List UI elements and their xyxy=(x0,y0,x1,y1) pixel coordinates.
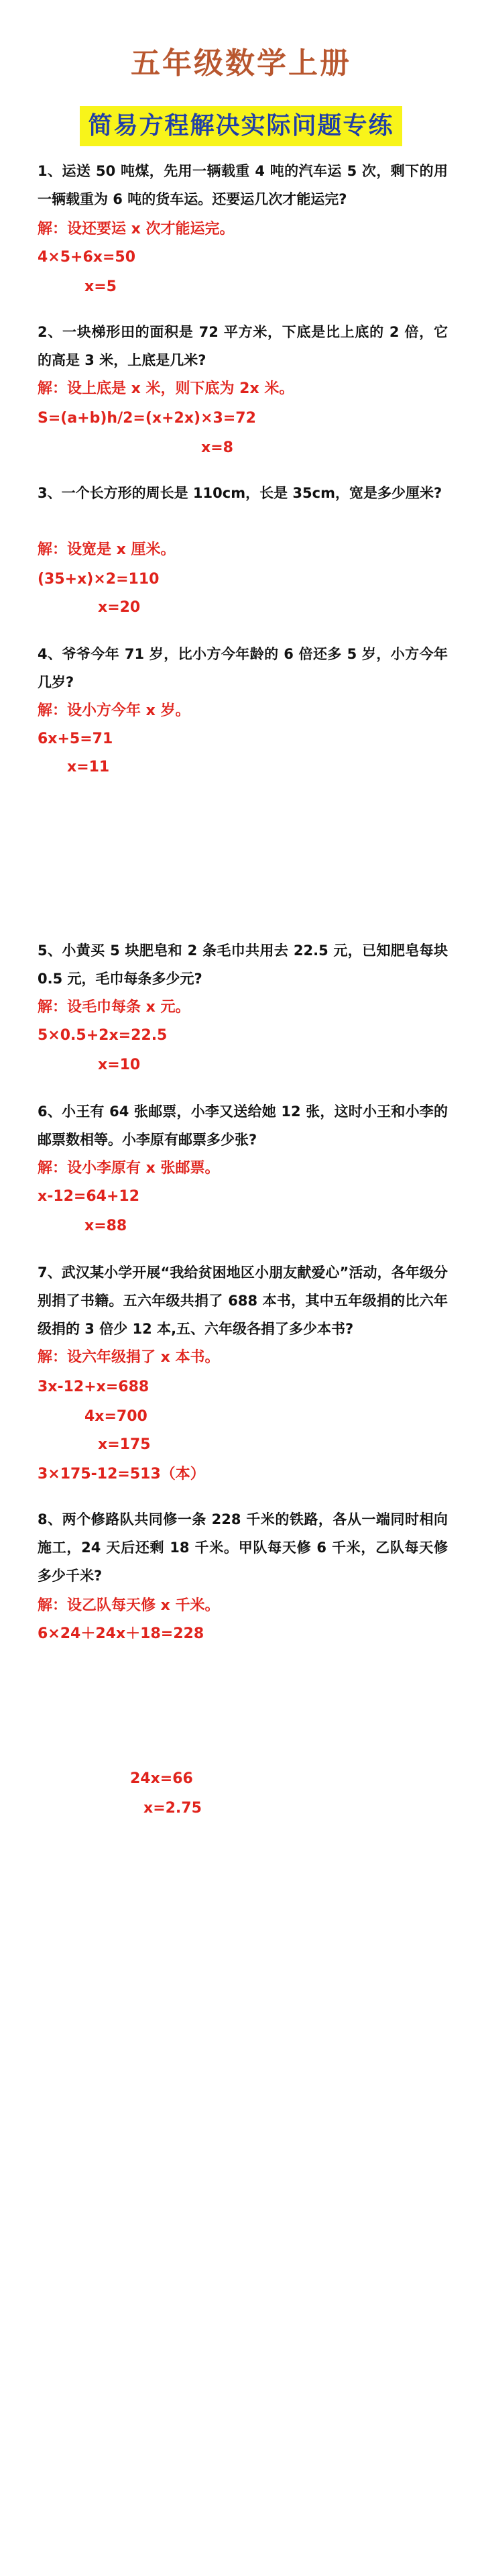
problem-6-equation: x-12=64+12 xyxy=(38,1188,140,1205)
problem-2-equation: S=(a+b)h/2=(x+2x)×3=72 xyxy=(38,410,256,427)
problem-2-answer: x=8 xyxy=(201,439,233,456)
problem-7-question: 7、武汉某小学开展“我给贫困地区小朋友献爱心”活动，各年级分别捐了书籍。五六年级共捐了 688 本书，其中五年级捐的比六年级捐的 3 倍少 12 本,五、六年级各捐了多少本书? xyxy=(38,1265,448,1337)
problem-2-question: 2、一块梯形田的面积是 72 平方米，下底是比上底的 2 倍，它的高是 3 米，上底是几米? xyxy=(38,324,448,368)
problem-4-solution-statement: 解：设小方今年 x 岁。 xyxy=(38,702,190,719)
problem-3-question: 3、一个长方形的周长是 110cm，长是 35cm，宽是多少厘米? xyxy=(38,485,442,501)
problem-7-solution-statement: 解：设六年级捐了 x 本书。 xyxy=(38,1349,220,1366)
problem-7-equation: 3x-12+x=688 xyxy=(38,1379,149,1395)
subtitle-banner xyxy=(0,106,482,146)
problem-7-step: 4x=700 xyxy=(84,1408,147,1425)
problem-8-equation: 6×24＋24x＋18=228 xyxy=(38,1625,204,1642)
subtitle: 简易方程解决实际问题专练 xyxy=(80,106,402,146)
problem-6-solution-statement: 解：设小李原有 x 张邮票。 xyxy=(38,1160,220,1177)
problem-3-equation: (35+x)×2=110 xyxy=(38,571,160,588)
problem-8-step: 24x=66 xyxy=(130,1770,193,1787)
page-title: 五年级数学上册 xyxy=(131,46,351,80)
problem-7-check: 3×175-12=513（本） xyxy=(38,1466,205,1483)
problem-1-question: 1、运送 50 吨煤，先用一辆载重 4 吨的汽车运 5 次，剩下的用一辆载重为 6 吨的货车运。还要运几次才能运完? xyxy=(38,163,448,207)
problem-4-answer: x=11 xyxy=(67,759,110,775)
problem-1-answer: x=5 xyxy=(84,278,117,295)
problem-5-solution-statement: 解：设毛巾每条 x 元。 xyxy=(38,999,190,1016)
problem-5-question: 5、小黄买 5 块肥皂和 2 条毛巾共用去 22.5 元，已知肥皂每块 0.5 元，毛巾每条多少元? xyxy=(38,943,448,987)
problem-6-question: 6、小王有 64 张邮票，小李又送给她 12 张，这时小王和小李的邮票数相等。小李原有邮票多少张? xyxy=(38,1104,448,1148)
problem-6-answer: x=88 xyxy=(84,1218,127,1234)
problem-5-answer: x=10 xyxy=(98,1057,141,1073)
problem-4-question: 4、爷爷今年 71 岁，比小方今年龄的 6 倍还多 5 岁，小方今年几岁? xyxy=(38,646,448,690)
problem-1-equation: 4×5+6x=50 xyxy=(38,249,136,266)
problem-7-answer: x=175 xyxy=(98,1436,151,1453)
problem-4-equation: 6x+5=71 xyxy=(38,731,113,747)
problem-1-solution-statement: 解：设还要运 x 次才能运完。 xyxy=(38,221,235,237)
problem-2-solution-statement: 解：设上底是 x 米，则下底为 2x 米。 xyxy=(38,380,294,397)
problem-8-question: 8、两个修路队共同修一条 228 千米的铁路，各从一端同时相向施工，24 天后还剩 18 千米。甲队每天修 6 千米，乙队每天修多少千米? xyxy=(38,1511,448,1584)
problem-8-solution-statement: 解：设乙队每天修 x 千米。 xyxy=(38,1597,220,1614)
problem-5-equation: 5×0.5+2x=22.5 xyxy=(38,1027,168,1044)
problem-3-solution-statement: 解：设宽是 x 厘米。 xyxy=(38,541,176,558)
problem-3-answer: x=20 xyxy=(98,599,141,616)
problem-8-answer: x=2.75 xyxy=(143,1800,202,1817)
